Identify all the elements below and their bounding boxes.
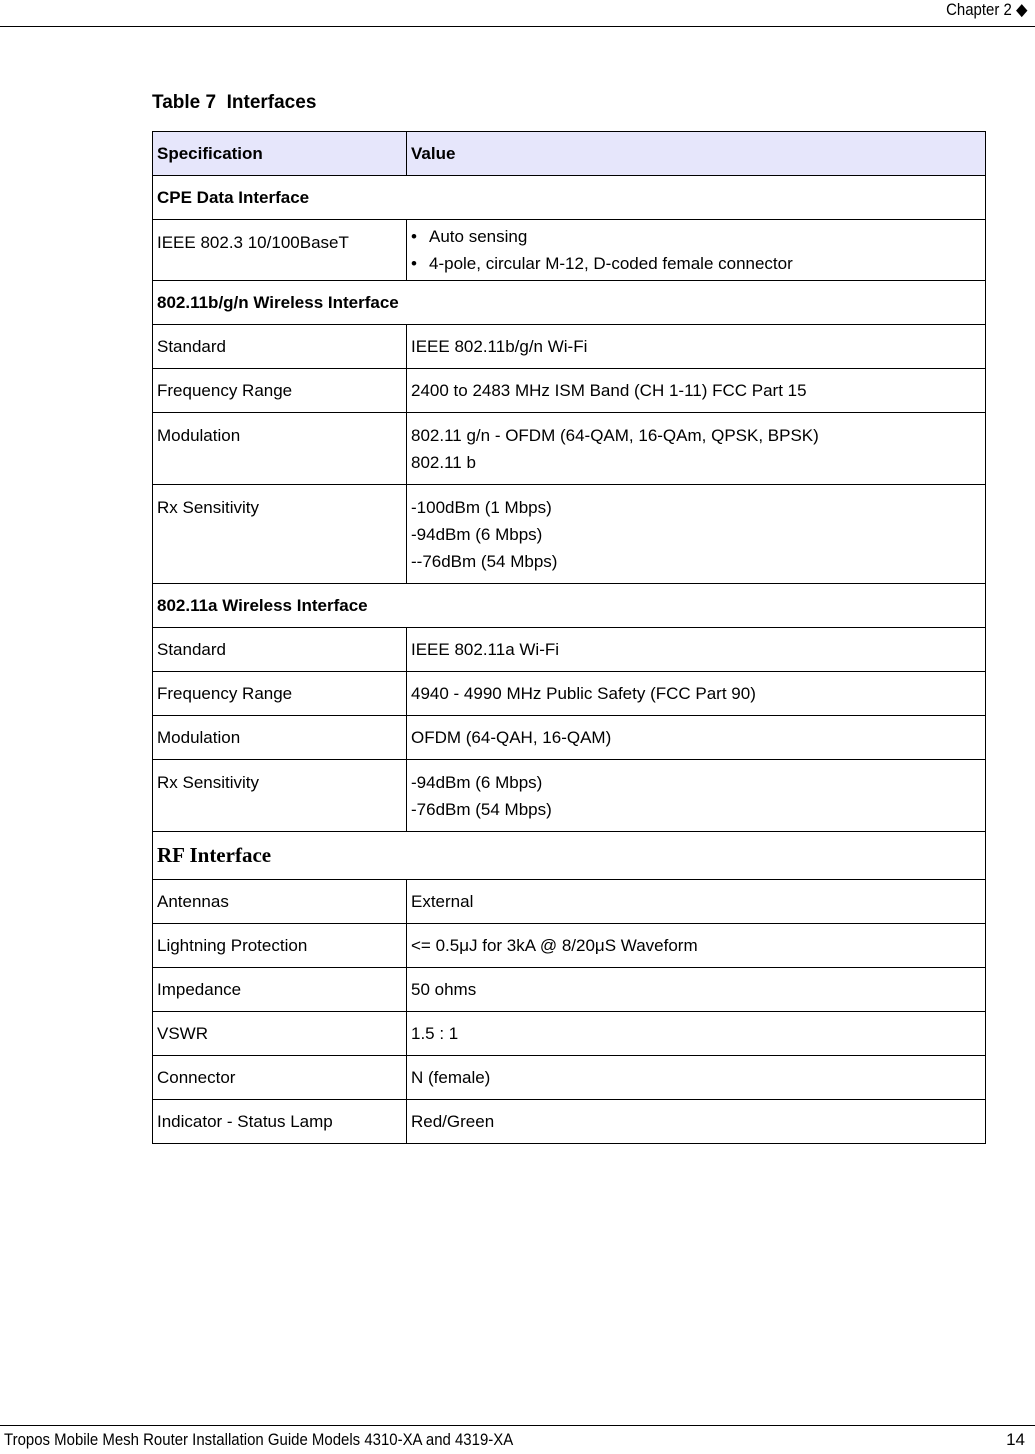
spec-cell: Connector — [153, 1056, 407, 1100]
spec-cell: Antennas — [153, 880, 407, 924]
bullet-text: 4-pole, circular M-12, D-coded female connector — [429, 254, 793, 273]
table-row — [153, 485, 986, 584]
section-row — [153, 832, 986, 880]
spec-cell — [153, 485, 407, 584]
spec-cell — [153, 760, 407, 832]
value-cell: 2400 to 2483 MHz ISM Band (CH 1-11) FCC Part 15 — [407, 369, 986, 413]
table-row — [153, 369, 986, 413]
section-title: RF Interface — [153, 832, 986, 880]
bullet-text: Auto sensing — [429, 227, 528, 246]
section-title: CPE Data Interface — [153, 176, 986, 220]
value-cell: OFDM (64-QAH, 16-QAM) — [407, 716, 986, 760]
spec-cell: Impedance — [153, 968, 407, 1012]
table-row — [153, 672, 986, 716]
section-row — [153, 281, 986, 325]
table-row — [153, 968, 986, 1012]
spec-label: Rx Sensitivity — [157, 498, 260, 517]
bullet-item — [411, 223, 981, 250]
value-cell: N (female) — [407, 1056, 986, 1100]
interfaces-table — [152, 131, 986, 1144]
table-row — [153, 1012, 986, 1056]
value-cell: 1.5 : 1 — [407, 1012, 986, 1056]
table-row — [153, 760, 986, 832]
value-cell — [407, 485, 986, 584]
spec-cell — [153, 220, 407, 281]
spec-label: Rx Sensitivity — [157, 773, 260, 792]
table-header-row — [153, 132, 986, 176]
spec-label: IEEE 802.3 10/100BaseT — [157, 233, 349, 252]
bullet-item — [411, 250, 981, 277]
table-row — [153, 1100, 986, 1144]
table-row — [153, 220, 986, 281]
value-cell: IEEE 802.11a Wi-Fi — [407, 628, 986, 672]
value-cell: External — [407, 880, 986, 924]
spec-cell: VSWR — [153, 1012, 407, 1056]
spec-cell — [153, 413, 407, 485]
column-header-value: Value — [407, 132, 986, 176]
spec-cell: Indicator - Status Lamp — [153, 1100, 407, 1144]
spec-cell: Standard — [153, 325, 407, 369]
table-row — [153, 1056, 986, 1100]
value-cell — [407, 760, 986, 832]
value-cell — [407, 413, 986, 485]
footer-title: Tropos Mobile Mesh Router Installation Guide Models 4310-XA and 4319-XA — [4, 1430, 514, 1449]
bullet-icon: • — [411, 227, 417, 246]
spec-label: Modulation — [157, 426, 241, 445]
table-row — [153, 325, 986, 369]
value-cell — [407, 220, 986, 281]
table-title: Table 7 Interfaces — [152, 92, 317, 113]
column-header-specification: Specification — [153, 132, 407, 176]
table-row — [153, 413, 986, 485]
value-line: -94dBm (6 Mbps) — [411, 525, 543, 544]
table-row — [153, 628, 986, 672]
value-cell: Red/Green — [407, 1100, 986, 1144]
section-row — [153, 176, 986, 220]
value-cell: <= 0.5μJ for 3kA @ 8/20μS Waveform — [407, 924, 986, 968]
value-line: -76dBm (54 Mbps) — [411, 800, 552, 819]
value-cell: 4940 - 4990 MHz Public Safety (FCC Part 90) — [407, 672, 986, 716]
value-line: 802.11 b — [411, 453, 476, 472]
bullet-icon: • — [411, 254, 417, 273]
table-row — [153, 880, 986, 924]
value-line: --76dBm (54 Mbps) — [411, 552, 558, 571]
value-line: -94dBm (6 Mbps) — [411, 773, 543, 792]
spec-cell: Standard — [153, 628, 407, 672]
value-line: -100dBm (1 Mbps) — [411, 498, 552, 517]
table-row — [153, 924, 986, 968]
value-cell: IEEE 802.11b/g/n Wi-Fi — [407, 325, 986, 369]
page-number: 14 — [1006, 1430, 1025, 1449]
section-title: 802.11b/g/n Wireless Interface — [153, 281, 986, 325]
spec-cell: Modulation — [153, 716, 407, 760]
value-cell: 50 ohms — [407, 968, 986, 1012]
table-row — [153, 716, 986, 760]
spec-cell: Frequency Range — [153, 672, 407, 716]
spec-cell: Lightning Protection — [153, 924, 407, 968]
spec-cell: Frequency Range — [153, 369, 407, 413]
footer-rule — [0, 1425, 1035, 1426]
running-head: Chapter 2 ◆ — [945, 0, 1027, 19]
section-title: 802.11a Wireless Interface — [153, 584, 986, 628]
section-row — [153, 584, 986, 628]
header-rule — [0, 26, 1035, 27]
value-line: 802.11 g/n - OFDM (64-QAM, 16-QAm, QPSK, BPSK) — [411, 426, 819, 445]
